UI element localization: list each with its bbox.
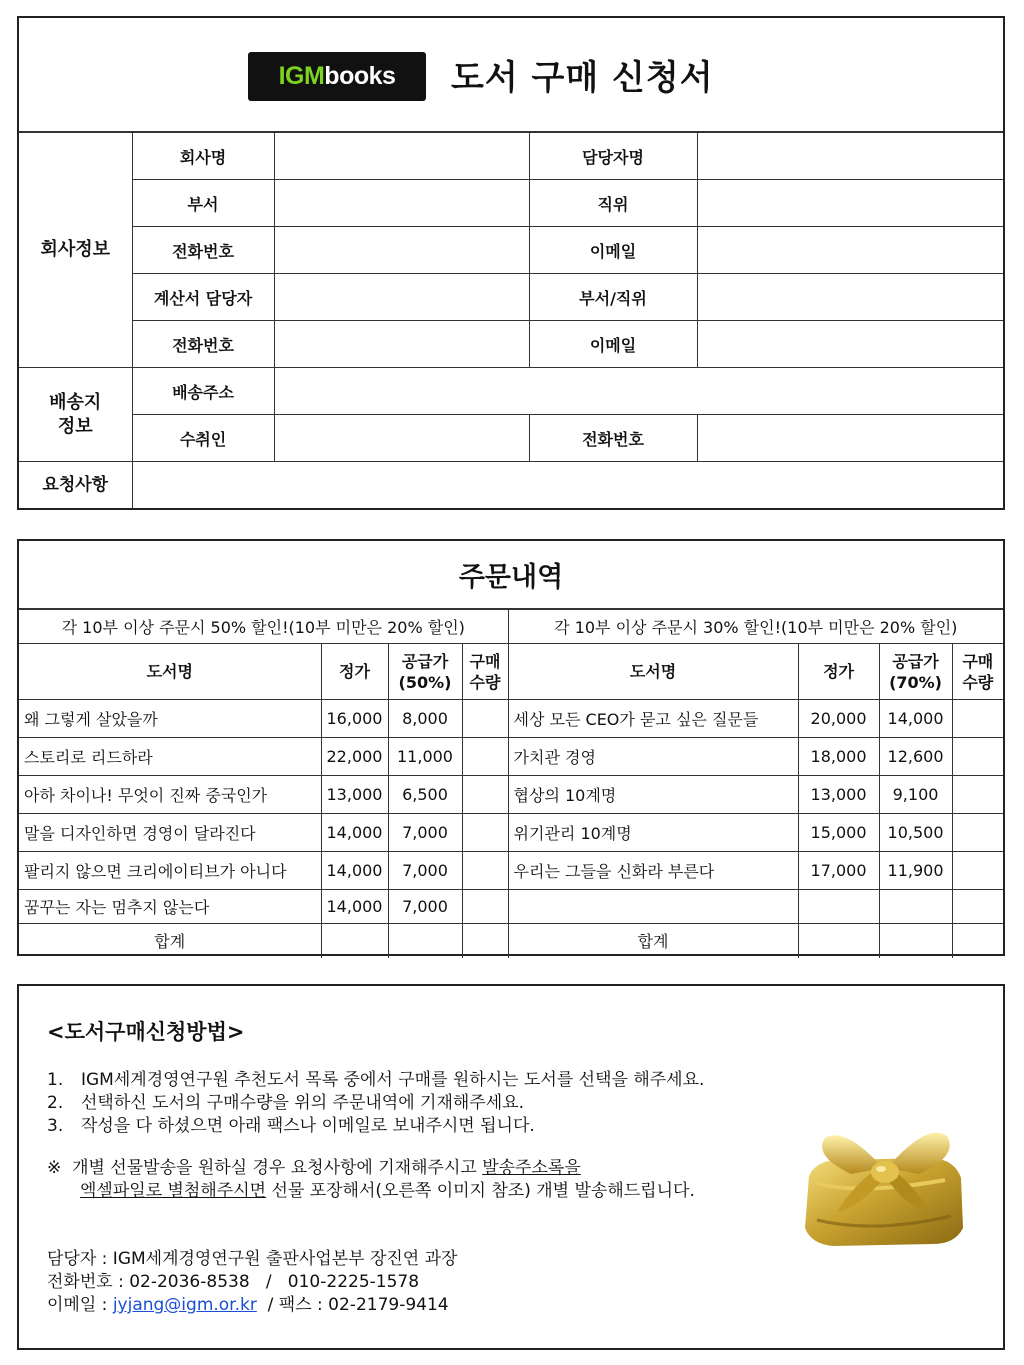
header-qty-right: 구매 수량 — [952, 644, 1003, 700]
header-price-right: 정가 — [798, 644, 879, 700]
contact-manager: 담당자 : IGM세계경영연구원 출판사업본부 장진연 과장 — [47, 1249, 458, 1269]
company-name-field[interactable] — [274, 133, 529, 180]
invoice-phone-field[interactable] — [274, 321, 529, 368]
label-invoice-phone: 전화번호 — [132, 321, 274, 368]
book-qty-field[interactable] — [952, 776, 1003, 814]
book-qty-field[interactable] — [462, 738, 508, 776]
table-row — [19, 700, 1003, 738]
label-invoice-manager: 계산서 담당자 — [132, 274, 274, 321]
empty-cell — [798, 890, 879, 924]
book-qty-field[interactable] — [952, 852, 1003, 890]
book-qty-field[interactable] — [462, 890, 508, 924]
table-row — [19, 814, 1003, 852]
label-manager-name: 담당자명 — [529, 133, 697, 180]
book-price: 16,000 — [321, 700, 388, 738]
book-qty-field[interactable] — [462, 700, 508, 738]
book-supply-price: 10,500 — [879, 814, 952, 852]
book-name: 세상 모든 CEO가 묻고 싶은 질문들 — [508, 700, 798, 738]
book-supply-price: 7,000 — [388, 890, 462, 924]
department-field[interactable] — [274, 180, 529, 227]
total-supply-right[interactable] — [879, 924, 952, 958]
order-title: 주문내역 — [19, 541, 1003, 609]
label-invoice-email: 이메일 — [529, 321, 697, 368]
list-item: 1. IGM세계경영연구원 추천도서 목록 중에서 구매를 원하시는 도서를 선택을 해주세요. — [47, 1070, 705, 1090]
order-table — [19, 609, 1003, 958]
total-label-right: 합계 — [508, 924, 798, 958]
right-discount-note: 각 10부 이상 주문시 30% 할인!(10부 미만은 20% 할인) — [508, 610, 1003, 644]
page-title: 도서 구매 신청서 — [451, 58, 714, 98]
book-supply-price: 7,000 — [388, 852, 462, 890]
igmbooks-logo: IGM books — [248, 52, 426, 101]
method-steps — [47, 1069, 704, 1138]
book-price: 18,000 — [798, 738, 879, 776]
label-shipping-address: 배송주소 — [132, 368, 274, 415]
invoice-manager-field[interactable] — [274, 274, 529, 321]
header-book-name-right: 도서명 — [508, 644, 798, 700]
label-dept-position: 부서/직위 — [529, 274, 697, 321]
book-supply-price: 11,900 — [879, 852, 952, 890]
table-row — [19, 852, 1003, 890]
category-shipping-info: 배송지 정보 — [19, 368, 132, 462]
label-email: 이메일 — [529, 227, 697, 274]
label-position: 직위 — [529, 180, 697, 227]
book-qty-field[interactable] — [462, 776, 508, 814]
book-supply-price: 14,000 — [879, 700, 952, 738]
contact-info — [47, 1248, 457, 1317]
book-name: 말을 디자인하면 경영이 달라진다 — [19, 814, 321, 852]
email-link[interactable]: jyjang@igm.or.kr — [112, 1295, 257, 1315]
book-price: 14,000 — [321, 814, 388, 852]
empty-cell — [952, 890, 1003, 924]
book-qty-field[interactable] — [952, 814, 1003, 852]
recipient-field[interactable] — [274, 415, 529, 462]
gold-wrapped-gift-icon — [795, 1116, 971, 1250]
book-name: 왜 그렇게 살았을까 — [19, 700, 321, 738]
header-supply-right: 공급가 (70%) — [879, 644, 952, 700]
label-recipient: 수취인 — [132, 415, 274, 462]
form-header — [19, 18, 1003, 132]
order-section — [17, 539, 1005, 956]
book-price: 14,000 — [321, 852, 388, 890]
company-info-table — [19, 132, 1003, 509]
book-supply-price: 11,000 — [388, 738, 462, 776]
contact-phone: 전화번호 : 02-2036-8538 / 010-2225-1578 — [47, 1272, 420, 1292]
book-qty-field[interactable] — [462, 814, 508, 852]
book-supply-price: 7,000 — [388, 814, 462, 852]
book-name: 가치관 경영 — [508, 738, 798, 776]
invoice-email-field[interactable] — [697, 321, 1003, 368]
empty-cell — [508, 890, 798, 924]
book-price: 14,000 — [321, 890, 388, 924]
table-row — [19, 738, 1003, 776]
recipient-phone-field[interactable] — [697, 415, 1003, 462]
total-qty-left[interactable] — [462, 924, 508, 958]
label-department: 부서 — [132, 180, 274, 227]
phone-field[interactable] — [274, 227, 529, 274]
note-mark: ※ — [47, 1158, 62, 1178]
total-label-left: 합계 — [19, 924, 321, 958]
book-price: 20,000 — [798, 700, 879, 738]
total-price-left[interactable] — [321, 924, 388, 958]
book-price: 22,000 — [321, 738, 388, 776]
contact-email-row: 이메일 : jyjang@igm.or.kr / 팩스 : 02-2179-9414 — [47, 1295, 449, 1315]
method-section — [17, 984, 1005, 1350]
shipping-address-field[interactable] — [274, 368, 1003, 415]
category-company-info: 회사정보 — [19, 133, 132, 368]
book-price: 15,000 — [798, 814, 879, 852]
position-field[interactable] — [697, 180, 1003, 227]
header-book-name-left: 도서명 — [19, 644, 321, 700]
empty-cell — [879, 890, 952, 924]
book-name: 꿈꾸는 자는 멈추지 않는다 — [19, 890, 321, 924]
total-row — [19, 924, 1003, 958]
dept-position-field[interactable] — [697, 274, 1003, 321]
book-qty-field[interactable] — [952, 700, 1003, 738]
left-discount-note: 각 10부 이상 주문시 50% 할인!(10부 미만은 20% 할인) — [19, 610, 508, 644]
category-request: 요청사항 — [19, 462, 132, 509]
total-supply-left[interactable] — [388, 924, 462, 958]
book-price: 13,000 — [798, 776, 879, 814]
book-name: 아하 차이나! 무엇이 진짜 중국인가 — [19, 776, 321, 814]
book-price: 17,000 — [798, 852, 879, 890]
book-supply-price: 12,600 — [879, 738, 952, 776]
header-qty-left: 구매 수량 — [462, 644, 508, 700]
method-title: <도서구매신청방법> — [47, 1020, 245, 1044]
list-item: 2. 선택하신 도서의 구매수량을 위의 주문내역에 기재해주세요. — [47, 1093, 524, 1113]
label-company-name: 회사명 — [132, 133, 274, 180]
table-row — [19, 890, 1003, 924]
gift-note: ※ 개별 선물발송을 원하실 경우 요청사항에 기재해주시고 발송주소록을 엑셀파일로 별첨해주시면 선물 포장해서(오른쪽 이미지 참조) 개별 발송해드립니다. — [47, 1158, 695, 1201]
book-name: 팔리지 않으면 크리에이티브가 아니다 — [19, 852, 321, 890]
label-recipient-phone: 전화번호 — [529, 415, 697, 462]
list-item: 3. 작성을 다 하셨으면 아래 팩스나 이메일로 보내주시면 됩니다. — [47, 1116, 535, 1136]
book-qty-field[interactable] — [462, 852, 508, 890]
label-phone: 전화번호 — [132, 227, 274, 274]
book-name: 협상의 10계명 — [508, 776, 798, 814]
book-qty-field[interactable] — [952, 738, 1003, 776]
company-info-section — [17, 16, 1005, 510]
book-supply-price: 9,100 — [879, 776, 952, 814]
header-supply-left: 공급가 (50%) — [388, 644, 462, 700]
book-name: 위기관리 10계명 — [508, 814, 798, 852]
book-supply-price: 8,000 — [388, 700, 462, 738]
book-name: 우리는 그들을 신화라 부른다 — [508, 852, 798, 890]
book-name: 스토리로 리드하라 — [19, 738, 321, 776]
total-qty-right[interactable] — [952, 924, 1003, 958]
manager-name-field[interactable] — [697, 133, 1003, 180]
email-field[interactable] — [697, 227, 1003, 274]
table-row — [19, 776, 1003, 814]
book-supply-price: 6,500 — [388, 776, 462, 814]
header-price-left: 정가 — [321, 644, 388, 700]
request-field[interactable] — [132, 462, 1003, 509]
book-price: 13,000 — [321, 776, 388, 814]
total-price-right[interactable] — [798, 924, 879, 958]
